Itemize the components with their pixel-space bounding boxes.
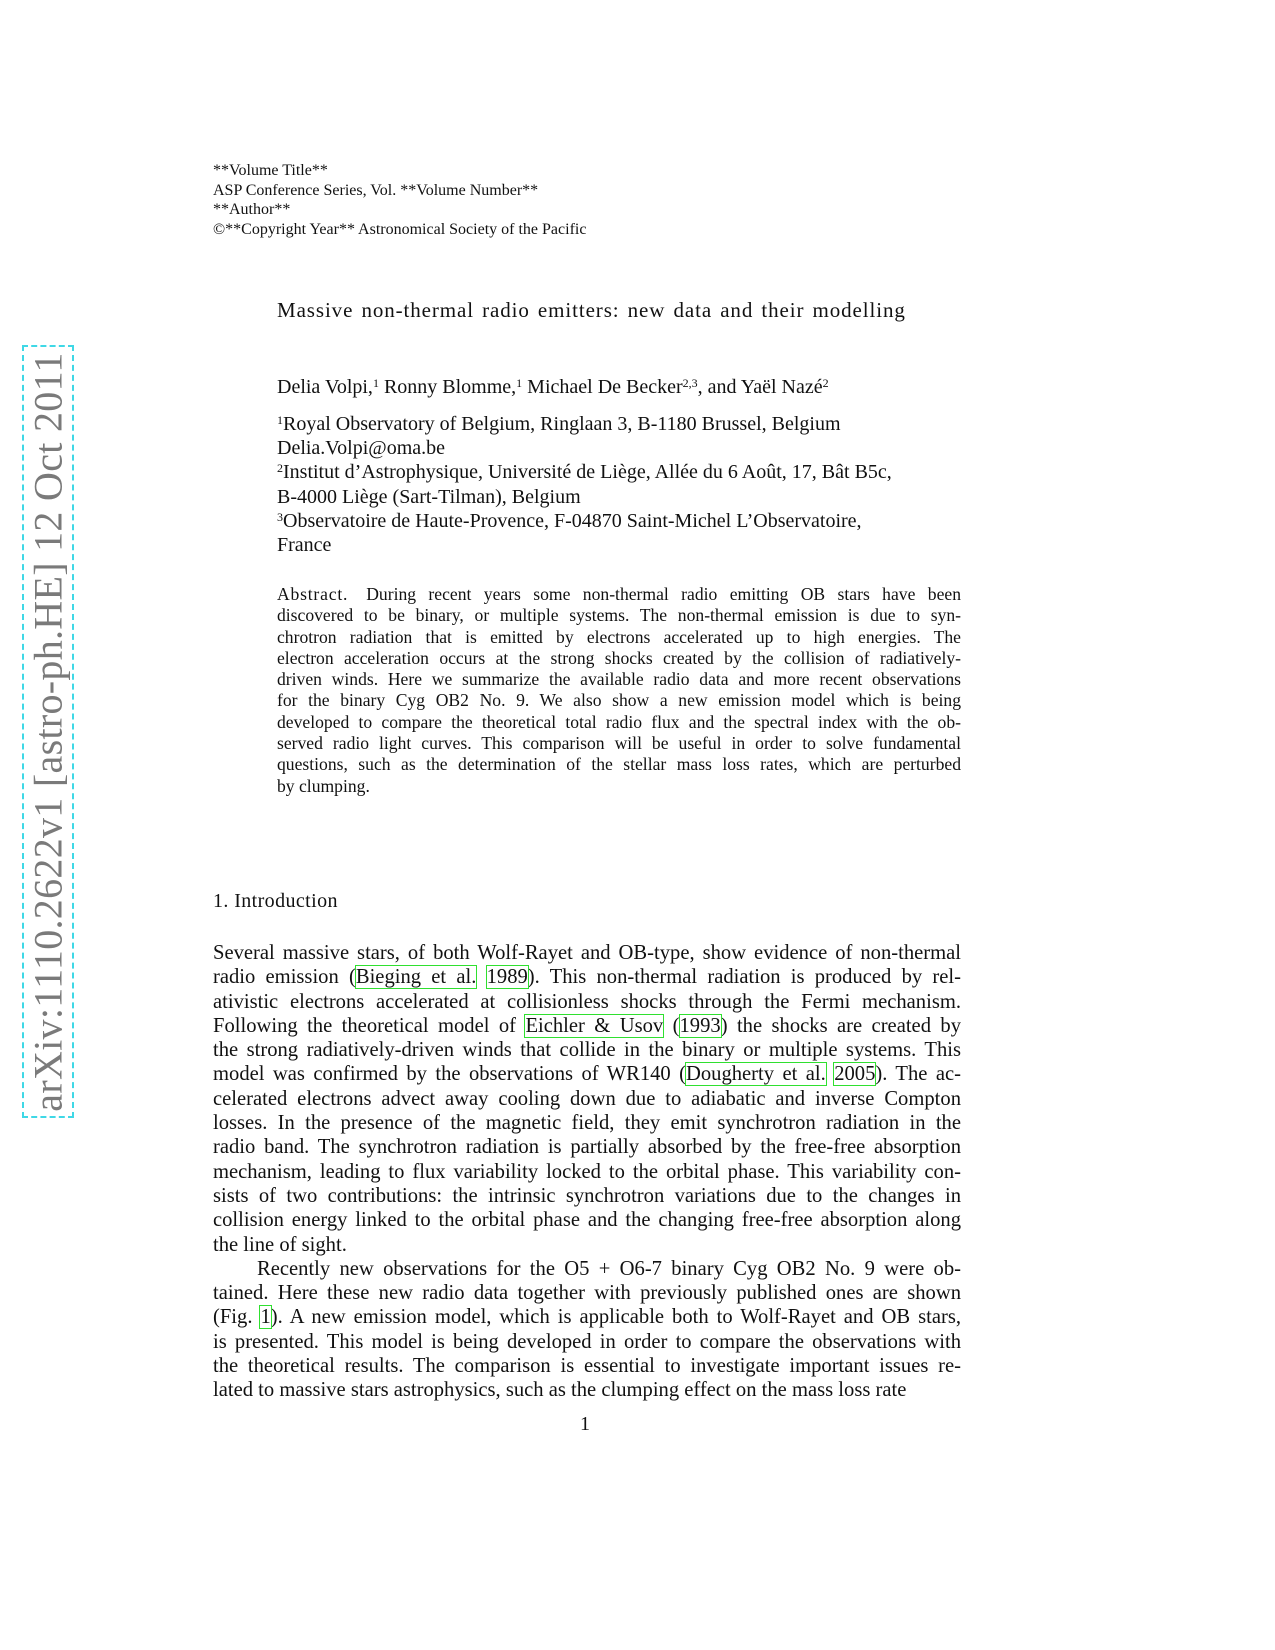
paper-title: Massive non-thermal radio emitters: new data and their modelling bbox=[277, 298, 906, 322]
text-span: , and Yaël Nazé bbox=[697, 376, 823, 398]
text-span: ). A new emission model, which is applicable both to Wolf-Rayet and OB stars, bbox=[270, 1306, 961, 1329]
affiliation-superscript: 2,3 bbox=[682, 376, 698, 390]
text-span: B-4000 Liège (Sart-Tilman), Belgium bbox=[277, 485, 581, 508]
text-line bbox=[213, 1354, 961, 1378]
text-line bbox=[213, 1257, 961, 1281]
text-line bbox=[277, 648, 961, 669]
text-span: France bbox=[277, 534, 332, 557]
body-text bbox=[213, 941, 961, 1403]
copyright-line: ©**Copyright Year** Astronomical Society of the Pacific bbox=[213, 221, 587, 239]
header-author: **Author** bbox=[213, 201, 291, 219]
text-span: Several massive stars, of both Wolf-Rayet and OB-type, show evidence of non-thermal bbox=[213, 942, 961, 964]
citation-link[interactable]: Dougherty et al. bbox=[685, 1063, 826, 1086]
text-span: Royal Observatory of Belgium, Ringlaan 3, B-1180 Brussel, Belgium bbox=[283, 413, 841, 435]
text-line bbox=[277, 669, 961, 690]
text-line bbox=[277, 627, 961, 648]
text-span: lated to massive stars astrophysics, such as the clumping effect on the mass loss rate bbox=[213, 1379, 907, 1402]
text-line bbox=[213, 1160, 961, 1184]
arxiv-stamp bbox=[22, 345, 74, 1118]
citation-link[interactable]: 2005 bbox=[834, 1063, 876, 1086]
affiliation-superscript: 3 bbox=[277, 509, 283, 524]
text-line bbox=[213, 1038, 961, 1062]
page-number: 1 bbox=[580, 1413, 590, 1435]
text-line bbox=[277, 605, 961, 626]
author-list bbox=[277, 375, 829, 399]
text-line bbox=[277, 460, 892, 484]
text-span: discovered to be binary, or multiple systems. The non-thermal emission is due to syn- bbox=[277, 605, 961, 626]
text-span: ativistic electrons accelerated at collisionless shocks through the Fermi mechanism. bbox=[213, 990, 961, 1013]
affiliation-superscript: 1 bbox=[277, 413, 283, 427]
text-line bbox=[277, 412, 892, 436]
section-heading: 1. Introduction bbox=[213, 890, 338, 912]
citation-link[interactable]: Eichler & Usov bbox=[525, 1014, 664, 1037]
text-line bbox=[277, 533, 892, 557]
text-line bbox=[213, 1281, 961, 1305]
citation-link[interactable]: Bieging et al. bbox=[355, 966, 477, 989]
text-span: radio band. The synchrotron radiation is partially absorbed by the free-free absorption bbox=[213, 1136, 961, 1159]
text-span: questions, such as the determination of the stellar mass loss rates, which are perturbed bbox=[277, 754, 961, 775]
text-line bbox=[277, 754, 961, 775]
text-span: ( bbox=[663, 1014, 680, 1037]
text-span: ). This non-thermal radiation is produced by rel- bbox=[527, 966, 961, 989]
text-line bbox=[213, 1378, 961, 1402]
abstract bbox=[277, 584, 961, 797]
text-span: Ronny Blomme, bbox=[378, 376, 517, 398]
text-span: losses. In the presence of the magnetic field, they emit synchrotron radiation in the bbox=[213, 1112, 961, 1135]
text-line bbox=[213, 1305, 961, 1329]
text-span: the theoretical results. The comparison is essential to investigate important issues re- bbox=[213, 1355, 961, 1378]
text-line bbox=[277, 436, 892, 460]
text-line bbox=[213, 1062, 961, 1086]
text-span: Observatoire de Haute-Provence, F-04870 Saint-Michel L’Observatoire, bbox=[283, 509, 862, 532]
citation-link[interactable]: 1993 bbox=[679, 1014, 721, 1037]
affiliation-superscript: 1 bbox=[372, 376, 379, 390]
text-span: the strong radiatively-driven winds that collide in the binary or multiple systems. This bbox=[213, 1039, 961, 1062]
text-line bbox=[213, 1087, 961, 1111]
affiliation-superscript: 2 bbox=[822, 376, 829, 390]
text-span: radio emission ( bbox=[213, 966, 356, 989]
citation-link[interactable]: 1989 bbox=[486, 966, 528, 989]
text-span: celerated electrons advect away cooling down due to adiabatic and inverse Compton bbox=[213, 1087, 961, 1110]
volume-title: **Volume Title** bbox=[213, 162, 328, 179]
text-line bbox=[213, 1330, 961, 1354]
text-span: ). The ac- bbox=[875, 1063, 961, 1086]
text-span: tained. Here these new radio data together with previously published ones are shown bbox=[213, 1282, 961, 1305]
text-span: for the binary Cyg OB2 No. 9. We also show a new emission model which is being bbox=[277, 690, 961, 711]
text-span: the line of sight. bbox=[213, 1233, 347, 1256]
text-line bbox=[213, 1233, 961, 1257]
text-span: sists of two contributions: the intrinsic synchrotron variations due to the changes in bbox=[213, 1184, 961, 1207]
text-line bbox=[213, 990, 961, 1014]
text-line bbox=[277, 375, 829, 399]
text-line bbox=[277, 776, 961, 797]
text-span: is presented. This model is being developed in order to compare the observations with bbox=[213, 1330, 961, 1353]
abstract-label: Abstract. bbox=[277, 584, 349, 604]
text-span bbox=[826, 1063, 834, 1085]
text-line bbox=[213, 1111, 961, 1135]
text-span: served radio light curves. This comparison will be useful in order to solve fundamental bbox=[277, 733, 961, 754]
text-line bbox=[213, 1184, 961, 1208]
text-span: Delia.Volpi@oma.be bbox=[277, 437, 446, 460]
text-span: electron acceleration occurs at the strong shocks created by the collision of radiatively- bbox=[277, 647, 961, 668]
conference-series: ASP Conference Series, Vol. **Volume Number** bbox=[213, 181, 539, 199]
text-span: ) the shocks are created by bbox=[720, 1014, 961, 1037]
text-span: Delia Volpi, bbox=[277, 376, 373, 398]
citation-link[interactable]: 1 bbox=[260, 1306, 271, 1329]
affiliation-superscript: 2 bbox=[277, 461, 283, 476]
text-span: by clumping. bbox=[277, 775, 370, 796]
text-span: During recent years some non-thermal radio emitting OB stars have been bbox=[366, 584, 961, 604]
text-span: Recently new observations for the O5 + O6-7 binary Cyg OB2 No. 9 were ob- bbox=[257, 1257, 961, 1280]
text-line bbox=[213, 1014, 961, 1038]
text-line bbox=[213, 1135, 961, 1159]
conference-header bbox=[213, 161, 586, 240]
text-line bbox=[277, 584, 961, 605]
text-span: (Fig. bbox=[213, 1306, 261, 1329]
text-span: mechanism, leading to flux variability locked to the orbital phase. This variability con- bbox=[213, 1160, 961, 1183]
text-line bbox=[213, 941, 961, 965]
arxiv-identifier: arXiv:1110.2622v1 [astro-ph.HE] 12 Oct 2011 bbox=[25, 351, 71, 1112]
text-line bbox=[277, 733, 961, 754]
affiliations bbox=[277, 412, 892, 557]
text-span: Michael De Becker bbox=[522, 376, 683, 398]
text-span bbox=[476, 966, 486, 988]
text-line bbox=[277, 509, 892, 533]
text-line bbox=[213, 965, 961, 989]
text-span: model was confirmed by the observations of WR140 ( bbox=[213, 1063, 686, 1086]
text-span: collision energy linked to the orbital phase and the changing free-free absorption along bbox=[213, 1209, 961, 1232]
text-line bbox=[277, 690, 961, 711]
text-span: Following the theoretical model of bbox=[213, 1014, 526, 1037]
text-span: driven winds. Here we summarize the available radio data and more recent observations bbox=[277, 669, 961, 690]
text-line bbox=[277, 712, 961, 733]
text-span: Institut d’Astrophysique, Université de Liège, Allée du 6 Août, 17, Bât B5c, bbox=[283, 461, 892, 484]
text-span: chrotron radiation that is emitted by electrons accelerated up to high energies. The bbox=[277, 626, 961, 647]
text-span: developed to compare the theoretical total radio flux and the spectral index with the ob- bbox=[277, 711, 961, 732]
text-line bbox=[277, 485, 892, 509]
text-line bbox=[213, 1208, 961, 1232]
affiliation-superscript: 1 bbox=[516, 376, 523, 390]
